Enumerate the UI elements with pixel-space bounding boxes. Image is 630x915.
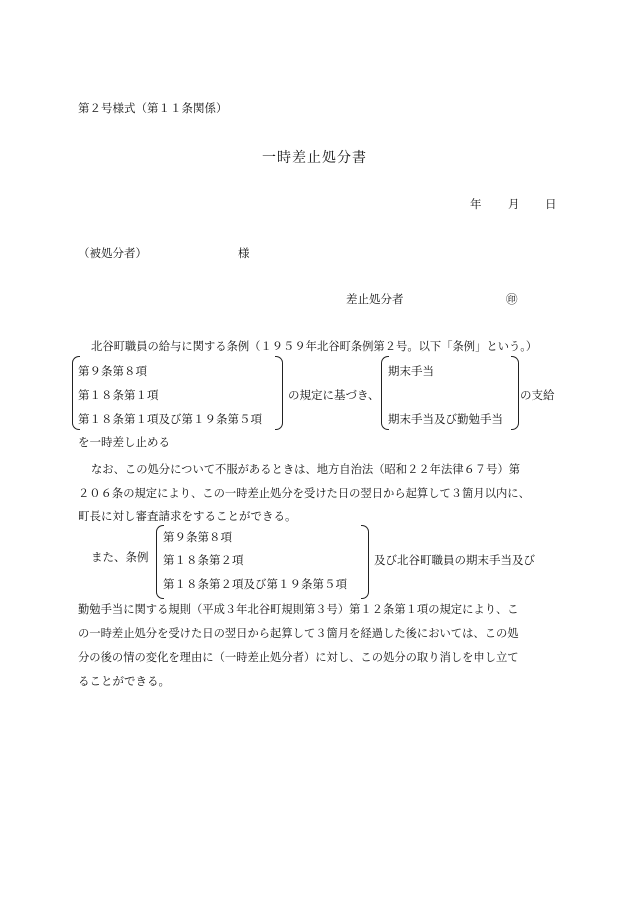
article-option-1: 第９条第８項 [78, 364, 147, 378]
form-label: 第２号様式（第１１条関係） [78, 101, 228, 115]
right-brace [275, 356, 283, 430]
recipient-label: （被処分者） [78, 246, 147, 260]
article-option-3: 第１８条第１項及び第１９条第５項 [78, 412, 262, 426]
article-option-2: 第１８条第２項 [163, 553, 244, 567]
article-option-1: 第９条第８項 [163, 530, 232, 544]
date-year: 年 [470, 197, 482, 211]
para3-line-3: 分の後の情の変化を理由に（一時差止処分者）に対し、この処分の取り消しを申し立て [78, 651, 519, 664]
para1-middle: の規定に基づき、 [288, 388, 380, 402]
para2-line-3: 町長に対し審査請求をすることができる。 [78, 509, 297, 523]
para1-intro: 北谷町職員の給与に関する条例（１９５９年北谷町条例第２号。以下「条例」という。） [91, 340, 538, 353]
document-title: 一時差止処分書 [262, 150, 367, 166]
para3-line-2: の一時差止処分を受けた日の翌日から起算して３箇月を経過した後においては、この処 [78, 627, 519, 640]
recipient-honorific: 様 [238, 246, 250, 260]
para3-prefix: また、条例 [91, 550, 149, 564]
date-day: 日 [545, 197, 557, 211]
para2-line-2: ２０６条の規定により、この一時差止処分を受けた日の翌日から起算して３箇月以内に、 [78, 487, 530, 500]
allowance-option-2: 期末手当及び勤勉手当 [388, 412, 503, 426]
para1-suffix: の支給 [520, 388, 555, 402]
allowance-option-1: 期末手当 [388, 364, 434, 378]
article-option-3: 第１８条第２項及び第１９条第５項 [163, 577, 347, 591]
para3-line-1: 勤勉手当に関する規則（平成３年北谷町規則第３号）第１２条第１項の規定により、こ [78, 603, 519, 616]
right-brace [361, 525, 369, 599]
para2-line-1: なお、この処分について不服があるときは、地方自治法（昭和２２年法律６７号）第 [91, 463, 521, 476]
para3-line-4: ることができる。 [78, 674, 170, 688]
article-option-2: 第１８条第１項 [78, 388, 159, 402]
issuer-label: 差止処分者 [346, 292, 404, 306]
date-month: 月 [508, 197, 520, 211]
para3-suffix: 及び北谷町職員の期末手当及び [374, 553, 535, 567]
seal-mark: ㊞ [506, 292, 518, 306]
right-brace [511, 356, 519, 430]
para1-end: を一時差し止める [78, 435, 170, 449]
